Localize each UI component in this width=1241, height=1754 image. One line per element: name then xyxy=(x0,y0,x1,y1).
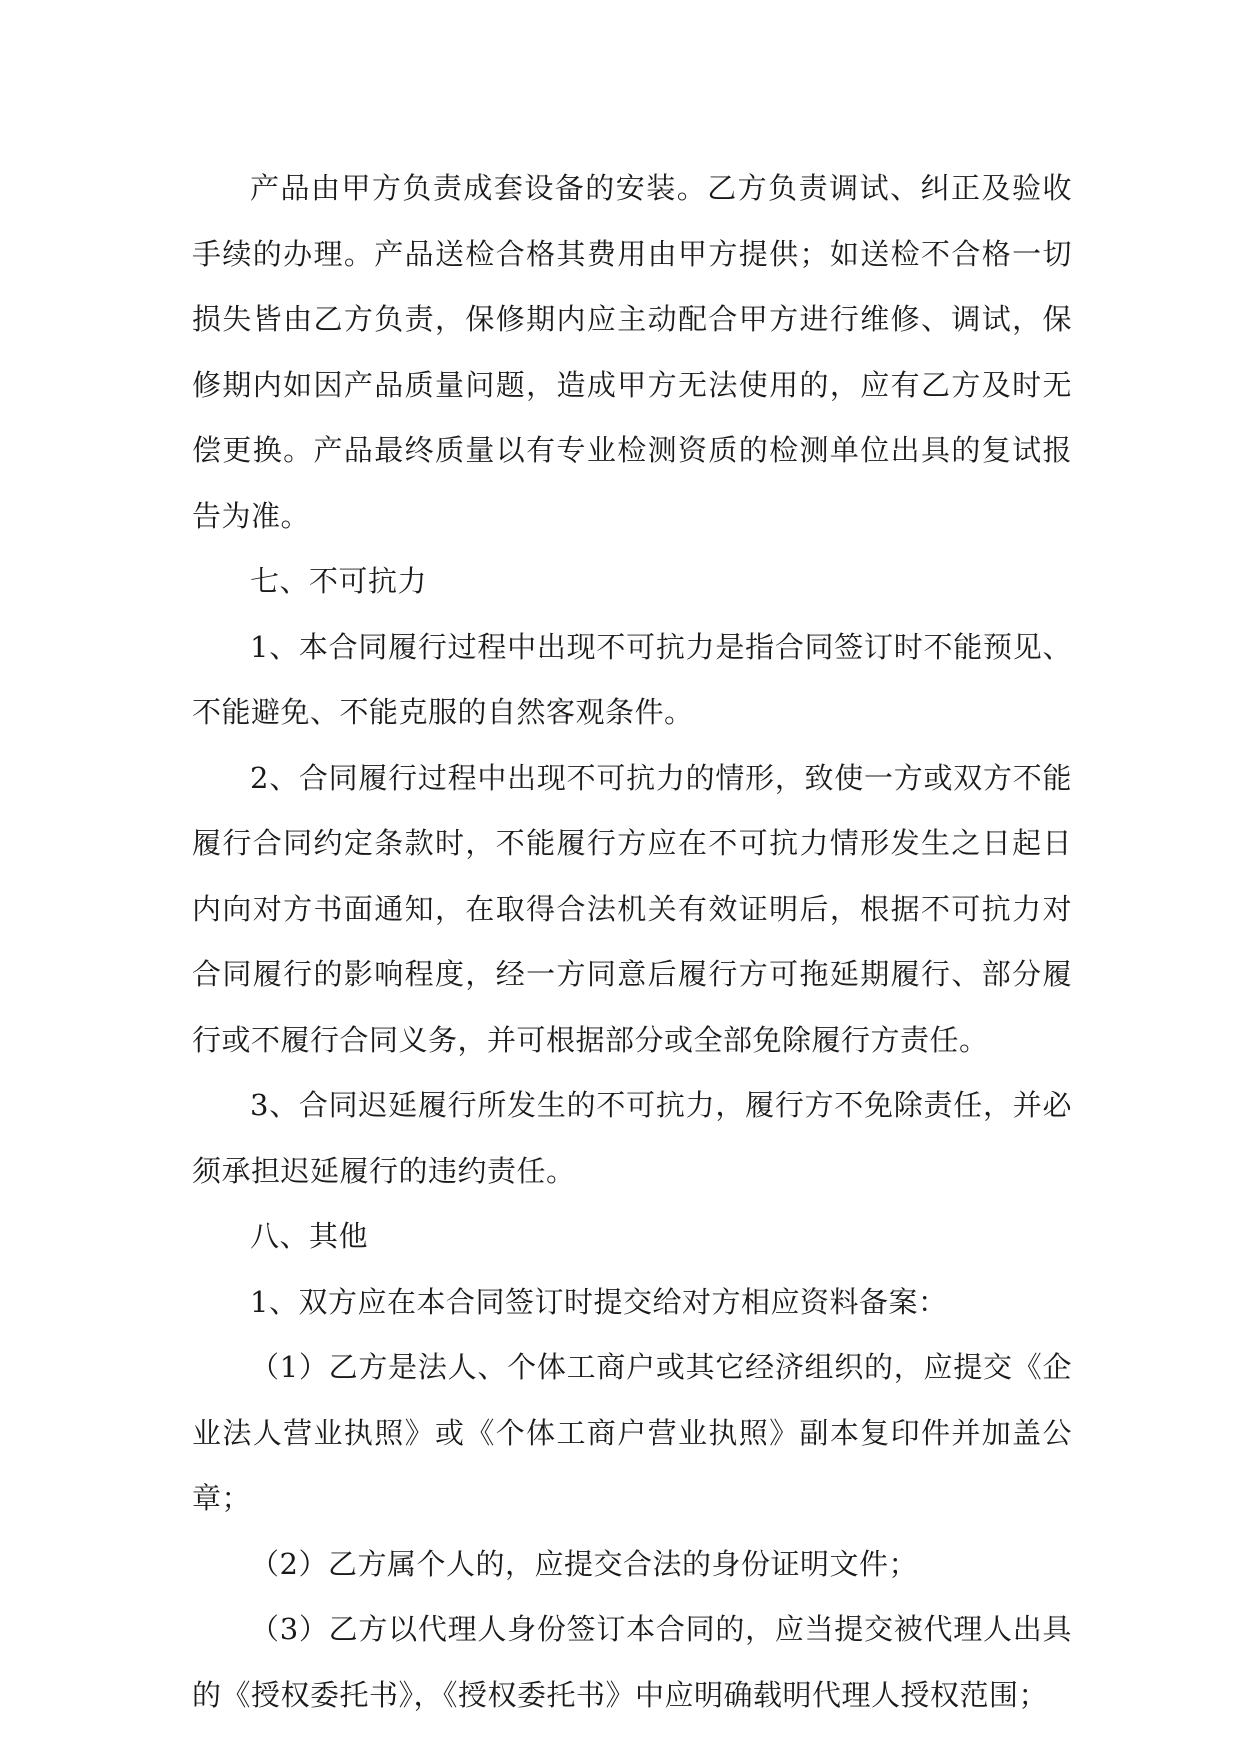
clause-7-3: 3、合同迟延履行所发生的不可抗力，履行方不免除责任，并必须承担迟延履行的违约责任。 xyxy=(192,1088,1072,1188)
clause-8-1: 1、双方应在本合同签订时提交给对方相应资料备案： xyxy=(250,1284,948,1319)
section-heading-other: 八、其他 xyxy=(250,1219,369,1253)
clause-7-1: 1、本合同履行过程中出现不可抗力是指合同签订时不能预见、不能避免、不能克服的自然客观条件。 xyxy=(192,629,1072,729)
paragraph-product-installation: 产品由甲方负责成套设备的安装。乙方负责调试、纠正及验收手续的办理。产品送检合格其费用由甲方提供；如送检不合格一切损失皆由乙方负责，保修期内应主动配合甲方进行维修、调试，保修期内如因产品质量问题，造成甲方无法使用的，应有乙方及时无偿更换。产品最终质量以有专业检测资质的检测单位出具的复试报告为准。 xyxy=(192,171,1072,533)
document-body xyxy=(192,156,1072,1728)
clause-8-1-item-3: （3）乙方以代理人身份签订本合同的，应当提交被代理人出具的《授权委托书》，《授权委托书》中应明确载明代理人授权范围； xyxy=(192,1612,1072,1712)
clause-8-1-item-2: （2）乙方属个人的，应提交合法的身份证明文件； xyxy=(250,1546,918,1581)
section-heading-force-majeure: 七、不可抗力 xyxy=(250,564,428,598)
clause-8-1-item-1: （1）乙方是法人、个体工商户或其它经济组织的，应提交《企业法人营业执照》或《个体工商户营业执照》副本复印件并加盖公章； xyxy=(192,1350,1072,1515)
clause-7-2: 2、合同履行过程中出现不可抗力的情形，致使一方或双方不能履行合同约定条款时，不能履行方应在不可抗力情形发生之日起日内向对方书面通知，在取得合法机关有效证明后，根据不可抗力对合同履行的影响程度，经一方同意后履行方可拖延期履行、部分履行或不履行合同义务，并可根据部分或全部免除履行方责任。 xyxy=(192,760,1072,1057)
